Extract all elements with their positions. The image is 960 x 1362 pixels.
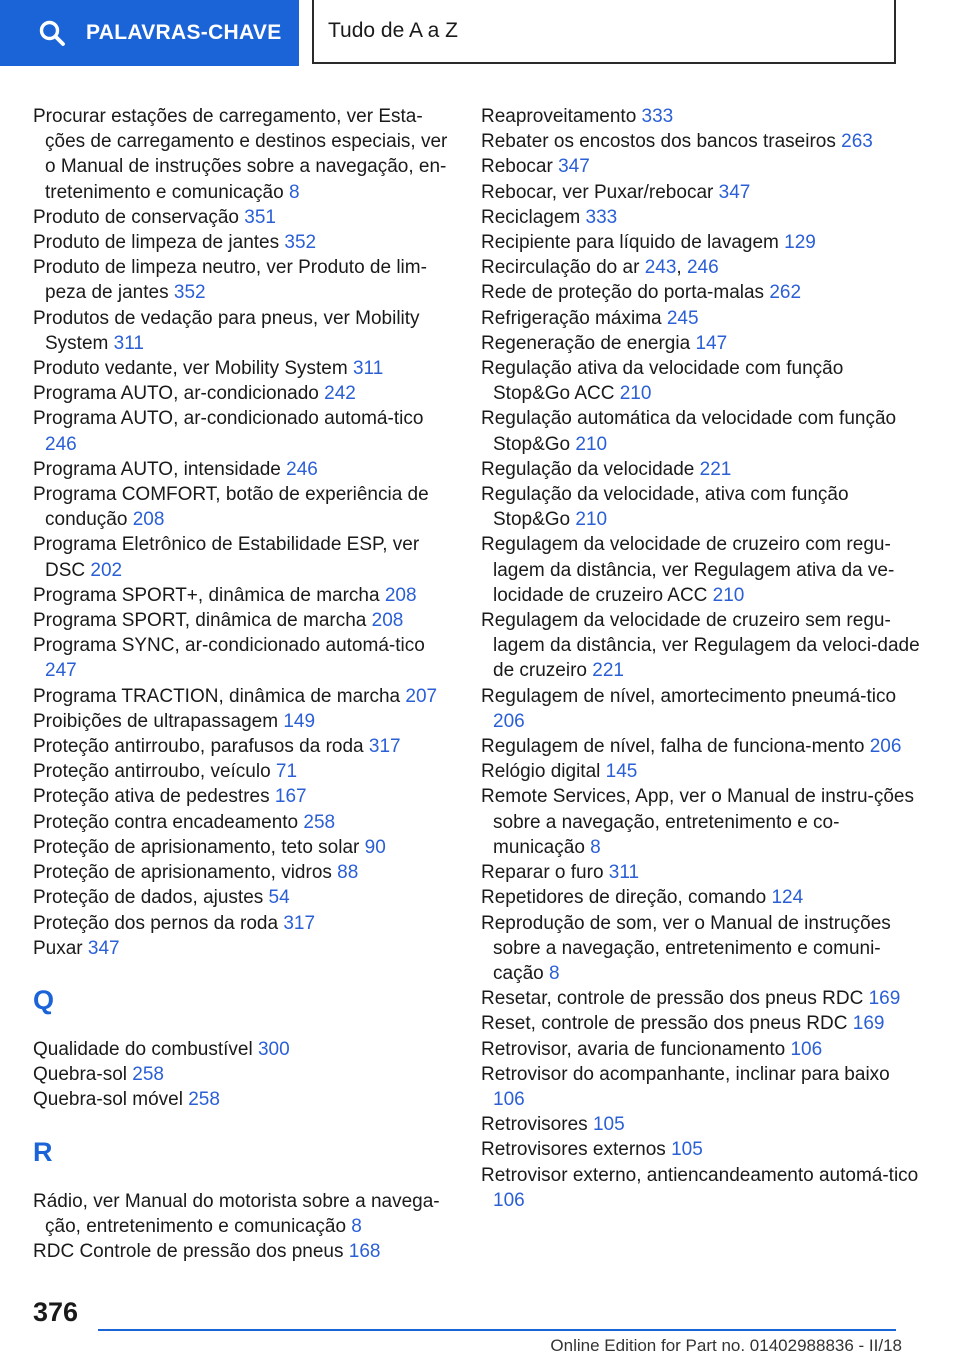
index-entry xyxy=(481,784,921,860)
index-entry-text: Relógio digital xyxy=(481,761,601,783)
tab-a-to-z[interactable] xyxy=(312,0,896,64)
page-link[interactable]: 129 xyxy=(784,232,816,254)
index-entry-text: Retrovisores externos xyxy=(481,1139,666,1161)
index-entry-text: Programa SPORT, dinâmica de marcha xyxy=(33,610,367,632)
index-letter-heading: Q xyxy=(33,984,55,1015)
index-entry xyxy=(481,860,921,885)
index-entry xyxy=(481,180,921,205)
index-entry-text: Proteção ativa de pedestres xyxy=(33,786,270,808)
index-entry xyxy=(33,1239,453,1264)
page-link[interactable]: 145 xyxy=(605,761,638,783)
index-entry-text: Proteção antirroubo, parafusos da roda xyxy=(33,736,364,758)
index-entry xyxy=(481,684,921,734)
page-link[interactable]: 311 xyxy=(113,332,144,354)
index-entry xyxy=(481,532,921,608)
index-entry xyxy=(481,205,921,230)
page-link[interactable]: 258 xyxy=(188,1089,220,1111)
index-entry-text: Puxar xyxy=(33,937,83,959)
index-entry xyxy=(33,759,453,784)
index-entry-text: Regulação ativa da velocidade com função Stop&Go ACC xyxy=(481,358,844,405)
page-link[interactable]: 352 xyxy=(284,232,317,254)
index-entry-text: Quebra-sol xyxy=(33,1064,127,1086)
page-link[interactable]: 124 xyxy=(771,887,804,909)
index-entry-text: Retrovisor externo, antiencandeamento automá-tico xyxy=(481,1164,919,1186)
index-entry xyxy=(33,1037,453,1062)
index-entry-text: Produtos de vedação para pneus, ver Mobility System xyxy=(33,307,420,354)
page-link[interactable]: 147 xyxy=(695,332,728,354)
index-entry-text: Recirculação do ar xyxy=(481,257,640,279)
page-link[interactable]: 208 xyxy=(371,610,404,632)
index-entry-text: Programa AUTO, ar-condicionado xyxy=(33,383,319,405)
page-link[interactable]: 351 xyxy=(244,206,276,228)
index-entry-text: Repetidores de direção, comando xyxy=(481,887,767,909)
index-entry xyxy=(33,936,453,961)
index-entry xyxy=(33,230,453,255)
page-number: 376 xyxy=(33,1297,79,1327)
page-link[interactable]: 347 xyxy=(718,181,751,203)
page-link[interactable]: 247 xyxy=(45,660,77,682)
index-entry xyxy=(33,457,453,482)
page-link[interactable]: 210 xyxy=(619,383,652,405)
index-entry xyxy=(481,986,921,1011)
page-link[interactable]: 245 xyxy=(666,307,699,329)
page-link[interactable]: 221 xyxy=(699,458,732,480)
index-entry xyxy=(481,482,921,532)
index-entry-text: Proibições de ultrapassagem xyxy=(33,710,279,732)
index-entry xyxy=(481,230,921,255)
page-link[interactable]: 105 xyxy=(671,1139,703,1161)
index-entry-text: Rádio, ver Manual do motorista sobre a navega-ção, entretenimento e comunicação xyxy=(33,1190,440,1237)
page-link[interactable]: 311 xyxy=(352,358,384,380)
index-entry xyxy=(33,633,453,683)
page-link[interactable]: 347 xyxy=(558,156,590,178)
index-entry-text: Proteção de aprisionamento, teto solar xyxy=(33,836,360,858)
index-entry xyxy=(33,608,453,633)
page-link[interactable]: 90 xyxy=(364,836,386,858)
index-entry xyxy=(33,684,453,709)
page-link[interactable]: 169 xyxy=(868,988,901,1010)
index-entry xyxy=(33,356,453,381)
index-entry-text: Proteção antirroubo, veículo xyxy=(33,761,271,783)
page-link[interactable]: 263 xyxy=(841,131,873,153)
page-link[interactable]: 246 xyxy=(286,458,318,480)
index-entry-text: Retrovisor, avaria de funcionamento xyxy=(481,1038,786,1060)
index-entry xyxy=(33,1062,453,1087)
index-entry-text: Rebocar, ver Puxar/rebocar xyxy=(481,181,714,203)
index-entry xyxy=(481,306,921,331)
page-link[interactable]: 210 xyxy=(712,584,745,606)
index-entry-text: Rebocar xyxy=(481,156,553,178)
index-entry-text: Programa SYNC, ar-condicionado automá-tico xyxy=(33,635,425,657)
page-link[interactable]: 208 xyxy=(384,584,417,606)
index-entry-text: Qualidade do combustível xyxy=(33,1038,253,1060)
page-link[interactable]: 106 xyxy=(493,1088,525,1110)
page-link[interactable]: 221 xyxy=(592,660,624,682)
index-entry xyxy=(33,784,453,809)
index-entry xyxy=(481,154,921,179)
index-entry xyxy=(33,532,453,582)
index-entry-text: Programa SPORT+, dinâmica de marcha xyxy=(33,584,380,606)
index-entry-text: Reprodução de som, ver o Manual de instruções sobre a navegação, entretenimento e comuni-cação xyxy=(481,912,891,984)
page-link[interactable]: 167 xyxy=(274,786,307,808)
index-entry-text: Proteção dos pernos da roda xyxy=(33,912,279,934)
index-entry xyxy=(481,280,921,305)
index-entry xyxy=(481,608,921,684)
page-link[interactable]: 88 xyxy=(337,862,359,884)
index-entry xyxy=(481,911,921,987)
index-entry-text: Resetar, controle de pressão dos pneus RDC xyxy=(481,988,864,1010)
index-entry xyxy=(33,482,453,532)
page-link[interactable]: 311 xyxy=(608,862,640,884)
page-link[interactable]: 242 xyxy=(324,383,356,405)
index-entry-text: Regulagem da velocidade de cruzeiro com regu-lagem da distância, ver Regulagem ativa da ve-locidade de cruzeiro ACC xyxy=(481,534,895,606)
page-link[interactable]: 262 xyxy=(769,282,802,304)
index-entry xyxy=(481,457,921,482)
page-link[interactable]: 333 xyxy=(641,106,674,127)
index-column-right xyxy=(481,104,921,1213)
index-entry-text: Remote Services, App, ver o Manual de instru-ções sobre a navegação, entretenimento e co-municação xyxy=(481,786,914,858)
page-link[interactable]: 206 xyxy=(869,736,902,758)
index-entry xyxy=(33,1087,453,1112)
page-link[interactable]: 207 xyxy=(405,685,438,707)
page-link[interactable]: 208 xyxy=(132,509,165,531)
page-link[interactable]: 206 xyxy=(493,710,525,732)
page-link[interactable]: 8 xyxy=(548,962,560,984)
page-link[interactable]: 8 xyxy=(351,1215,362,1237)
index-entry-text: Produto de limpeza de jantes xyxy=(33,232,280,254)
index-letter-heading: R xyxy=(33,1136,53,1167)
index-entry-text: Reset, controle de pressão dos pneus RDC xyxy=(481,1013,848,1035)
index-entry xyxy=(481,885,921,910)
footer-divider xyxy=(98,1329,896,1331)
index-entry xyxy=(33,810,453,835)
index-entry: Recirculação do ar 243, 246 xyxy=(481,257,719,279)
index-entry xyxy=(33,911,453,936)
index-entry-text: Proteção de dados, ajustes xyxy=(33,887,264,909)
page-link[interactable]: 202 xyxy=(90,559,123,581)
page-link[interactable]: 8 xyxy=(288,181,300,203)
page-link[interactable]: 105 xyxy=(592,1114,625,1136)
page-link[interactable]: 210 xyxy=(575,433,608,455)
index-entry-text: RDC Controle de pressão dos pneus xyxy=(33,1240,344,1262)
index-entry-text: Programa Eletrônico de Estabilidade ESP, ver DSC xyxy=(33,534,420,581)
edition-footer: Online Edition for Part no. 01402988836 - II/18 xyxy=(550,1336,902,1355)
index-entry-text: Regulação da velocidade xyxy=(481,458,695,480)
index-entry xyxy=(481,104,921,129)
index-entry xyxy=(33,1189,453,1239)
page-link[interactable]: 210 xyxy=(575,509,608,531)
page-link[interactable]: 317 xyxy=(283,912,316,934)
index-entry-text: Programa AUTO, ar-condicionado automá-tico xyxy=(33,408,424,430)
index-entry-text: Produto vedante, ver Mobility System xyxy=(33,358,348,380)
index-entry-text: Programa AUTO, intensidade xyxy=(33,458,281,480)
index-entry xyxy=(481,1112,921,1137)
index-entry xyxy=(33,835,453,860)
index-entry xyxy=(481,331,921,356)
index-entry-text: Produto de limpeza neutro, ver Produto de lim-peza de jantes xyxy=(33,257,427,304)
index-entry xyxy=(33,306,453,356)
index-entry xyxy=(33,734,453,759)
page-link[interactable]: 258 xyxy=(132,1064,164,1086)
index-entry xyxy=(481,734,921,759)
index-entry-text: Retrovisores xyxy=(481,1114,588,1136)
index-entry xyxy=(481,1037,921,1062)
page-link[interactable]: 243 xyxy=(644,257,677,279)
index-entry-text: Regulação da velocidade, ativa com função Stop&Go xyxy=(481,484,849,531)
page-link[interactable]: 246 xyxy=(45,433,77,455)
page-link[interactable]: 317 xyxy=(368,736,401,758)
index-entry-text: Refrigeração máxima xyxy=(481,307,662,329)
index-entry xyxy=(33,860,453,885)
index-entry xyxy=(481,1062,921,1112)
page-link[interactable]: 106 xyxy=(790,1038,823,1060)
page-link[interactable]: 169 xyxy=(852,1013,885,1035)
keywords-button[interactable] xyxy=(0,0,299,66)
index-entry xyxy=(481,759,921,784)
page-link[interactable]: 8 xyxy=(590,836,601,858)
index-entry-text: Produto de conservação xyxy=(33,206,239,228)
index-entry-text: Regulagem da velocidade de cruzeiro sem regu-lagem da distância, ver Regulagem da veloci-dade de cruzeiro xyxy=(481,610,920,682)
index-entry-text: Recipiente para líquido de lavagem xyxy=(481,232,779,254)
index-entry xyxy=(481,1011,921,1036)
index-entry-text: Reaproveitamento xyxy=(481,106,637,127)
index-entry xyxy=(33,406,453,456)
index-entry xyxy=(481,1163,921,1213)
index-entry xyxy=(33,885,453,910)
index-entry xyxy=(33,255,453,305)
page-link[interactable]: 352 xyxy=(173,282,206,304)
index-entry xyxy=(33,381,453,406)
header-bar xyxy=(0,0,960,66)
index-entry xyxy=(481,356,921,406)
index-entry-text: Programa TRACTION, dinâmica de marcha xyxy=(33,685,401,707)
tab-a-to-z-label: Tudo de A a Z xyxy=(328,19,458,42)
index-entry xyxy=(481,406,921,456)
page-link[interactable]: 54 xyxy=(268,887,290,909)
index-entry-text: Proteção de aprisionamento, vidros xyxy=(33,862,332,884)
page-link[interactable]: 246 xyxy=(686,257,719,279)
page-link[interactable]: 149 xyxy=(283,710,316,732)
index-entry-text: Regulagem de nível, amortecimento pneumá-tico xyxy=(481,685,897,707)
index-entry-text: Programa COMFORT, botão de experiência de condução xyxy=(33,484,429,531)
index-entry xyxy=(33,205,453,230)
page-link[interactable]: 106 xyxy=(493,1189,525,1211)
page-link[interactable]: 347 xyxy=(87,937,120,959)
index-entry xyxy=(481,1137,921,1162)
page-link[interactable]: 71 xyxy=(275,761,298,783)
keywords-label: PALAVRAS-CHAVE xyxy=(86,21,282,44)
index-entry xyxy=(33,583,453,608)
index-entry-text: Regeneração de energia xyxy=(481,332,691,354)
index-entry-text: Regulação automática da velocidade com função Stop&Go xyxy=(481,408,897,455)
page-link[interactable]: 258 xyxy=(303,811,336,833)
index-entry-text: Procurar estações de carregamento, ver Esta-ções de carregamento e destinos especiais, ver o Manual de instruções sobre a navegação, en-tretenimento e comunicação xyxy=(33,106,448,203)
index-entry xyxy=(33,709,453,734)
index-entry-text: Rebater os encostos dos bancos traseiros xyxy=(481,131,836,153)
index-entry xyxy=(33,104,453,205)
index-entry-text: Reciclagem xyxy=(481,206,581,228)
page-link[interactable]: 333 xyxy=(585,206,618,228)
index-entry-text: Rede de proteção do porta-malas xyxy=(481,282,765,304)
search-icon xyxy=(38,19,66,47)
index-entry-text: Proteção contra encadeamento xyxy=(33,811,299,833)
index-entry-text: Reparar o furo xyxy=(481,862,604,884)
index-entry-text: Regulagem de nível, falha de funciona-mento xyxy=(481,736,865,758)
index-entry-text: Quebra-sol móvel xyxy=(33,1089,183,1111)
index-entry xyxy=(481,129,921,154)
page-link[interactable]: 300 xyxy=(257,1038,290,1060)
page-link[interactable]: 168 xyxy=(348,1240,381,1262)
index-entry-text: Retrovisor do acompanhante, inclinar para baixo xyxy=(481,1063,890,1085)
index-column-left xyxy=(33,104,453,1264)
